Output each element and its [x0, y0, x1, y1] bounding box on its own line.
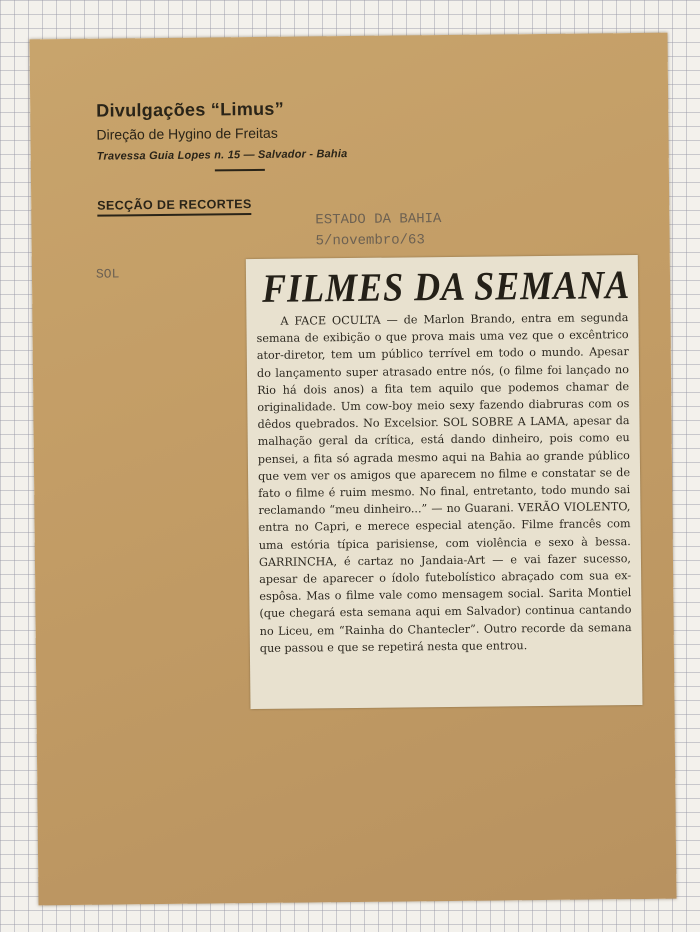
- clipping-title: FILMES DA SEMANA: [261, 262, 631, 311]
- clipping-body: A FACE OCULTA — de Marlon Brando, entra em segunda semana de exibição o que prova mais uma vez que o excêntrico ator-diretor, tem um público terrível em todo o mundo. Apesar do lançamento super atrasado entre nós, (o filme foi lançado no Rio há dois anos) a fita tem aquilo que podemos chamar de originalidade. Um cow-boy meio sexy fazendo diabruras com os dêdos quebrados. No Excelsior. SOL SOBRE A LAMA, apesar da malhação geral da crítica, está dando dinheiro, pois como eu pensei, a fita só agrada mesmo aqui na Bahia ao grande público que vem ver os amigos que aparecem no filme e constatar se de fato o filme é ruim mesmo. No final, entretanto, todo mundo sai reclamando “meu dinheiro...” — no Guarani. VERÃO VIOLENTO, entra no Capri, e merece especial atenção. Filme francês com uma estória típica parisiense, com violência e sexo à bessa. GARRINCHA, é cartaz no Jandaia-Art — e vai fazer sucesso, apesar de aparecer o ídolo futebolístico abraçado com sua ex-espôsa. Mas o filme vale como mensagem social. Sarita Montiel (que chegará esta semana aqui em Salvador) continua cantando no Liceu, em “Rainha do Chantecler”. Outro recorde da semana que passou e que se repetirá nesta que entrou.: [256, 311, 632, 655]
- section-underline: [97, 213, 251, 217]
- source-label: SOL: [95, 266, 120, 282]
- section-heading: [97, 197, 252, 217]
- clipping-date: 5/novembro/63: [315, 232, 425, 250]
- director-line: Direção de Hygino de Freitas: [96, 124, 278, 143]
- company-name: Divulgações “Limus”: [96, 98, 285, 121]
- newspaper-name: ESTADO DA BAHIA: [315, 211, 442, 229]
- letterhead-divider: [215, 169, 265, 172]
- document-sheet: [29, 33, 676, 906]
- section-title: SECÇÃO DE RECORTES: [97, 197, 252, 213]
- letterhead: [96, 98, 347, 173]
- newspaper-clipping: [246, 255, 643, 709]
- address-line: Travessa Guia Lopes n. 15 — Salvador - Bahia: [96, 148, 348, 163]
